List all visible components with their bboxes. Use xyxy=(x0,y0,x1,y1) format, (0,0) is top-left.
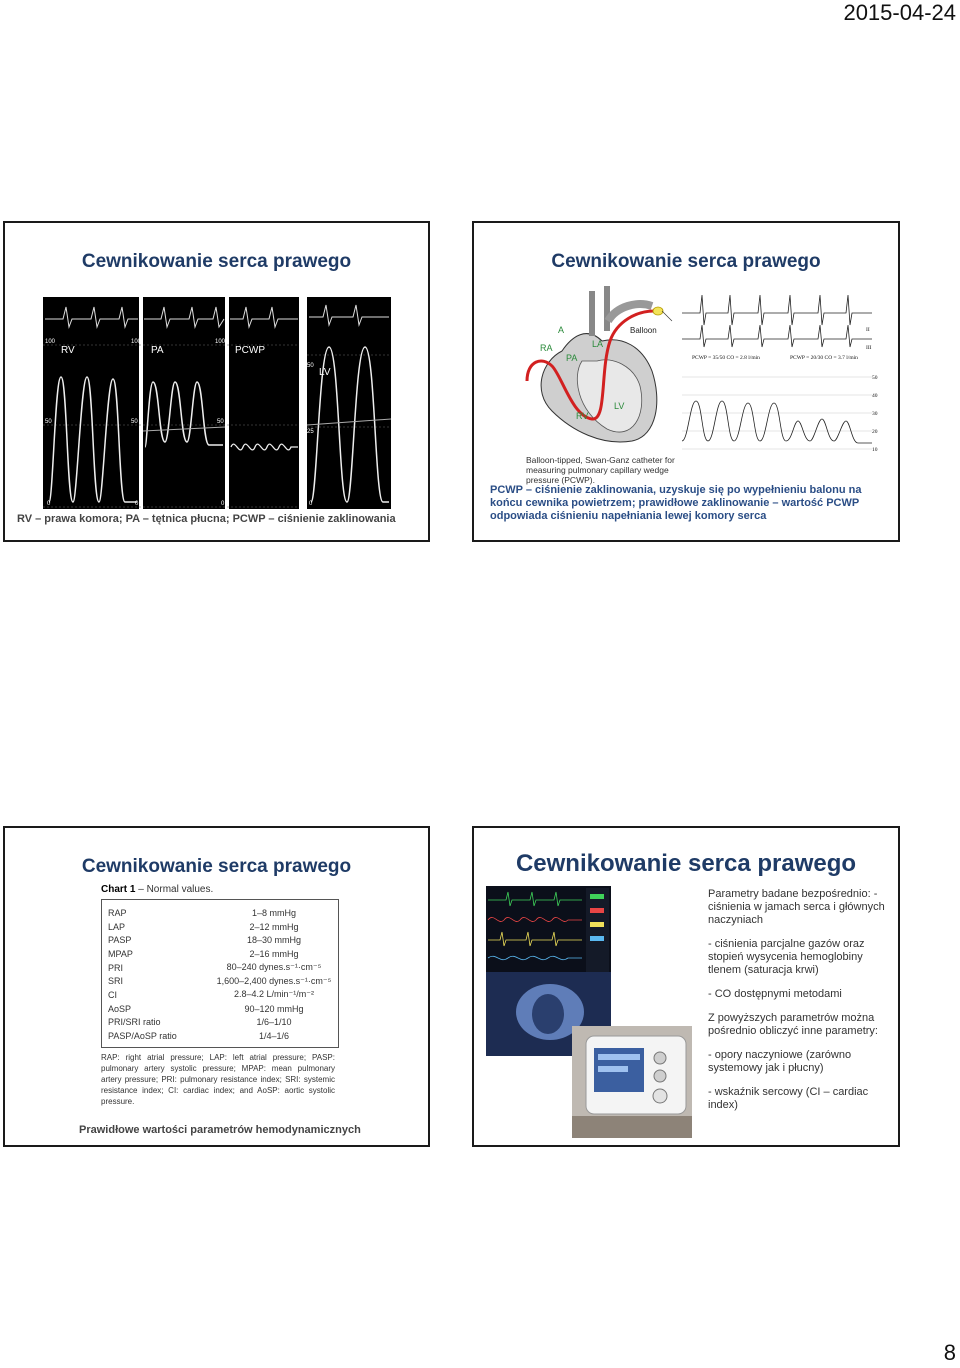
param-name: SRI xyxy=(108,976,124,987)
param-item: - wskaźnik sercowy (CI – cardiac index) xyxy=(708,1086,869,1111)
table-row xyxy=(108,947,332,961)
param-name: AoSP xyxy=(108,1003,132,1014)
param-value: 80–240 dynes.s⁻¹·cm⁻⁵ xyxy=(226,962,322,973)
slide-title: Cewnikowanie serca prawego xyxy=(515,850,857,877)
param-item: - ciśnienia parcjalne gazów oraz stopień wysycenia hemoglobiny tlenem (saturacja krwi) xyxy=(708,938,865,976)
table-row xyxy=(108,906,332,920)
label-ra: RA xyxy=(540,343,553,353)
label-balloon: Balloon xyxy=(630,326,657,335)
table-row xyxy=(108,1029,332,1043)
ecg-pressure-tracing xyxy=(682,291,880,459)
slide-3 xyxy=(3,826,430,1147)
param-value: 1–8 mmHg xyxy=(251,907,296,918)
table-row xyxy=(108,933,332,947)
label-la: LA xyxy=(592,339,604,349)
scale-pcwp-bottom: 0 xyxy=(221,501,225,507)
label-rv: RV xyxy=(576,411,589,421)
pressure-waveforms-image xyxy=(43,297,391,509)
param-value: 90–120 mmHg xyxy=(244,1003,304,1014)
param-name: CI xyxy=(108,989,117,1000)
image-caption: Balloon-tipped, Swan-Ganz catheter for measuring pulmonary capillary wedge pressure (PCWP). xyxy=(526,455,675,485)
scale-pcwp-mid: 50 xyxy=(217,419,224,425)
param-name: PRI/SRI ratio xyxy=(108,1017,161,1028)
panel-label-pa: PA xyxy=(151,345,164,356)
slide-caption: Prawidłowe wartości parametrów hemodynamicznych xyxy=(79,1124,361,1136)
panel-label-pcwp: PCWP xyxy=(235,345,265,356)
param-name: PASP xyxy=(108,935,132,946)
chart-label: Chart 1 xyxy=(101,884,136,895)
slide-4 xyxy=(472,826,900,1147)
chart-subtitle: – Normal values. xyxy=(138,884,214,895)
scale-pa-bottom: 0 xyxy=(135,501,139,507)
panel-label-lv: LV xyxy=(319,367,331,378)
parameters-list xyxy=(708,888,886,1123)
param-value: 1/4–1/6 xyxy=(258,1031,290,1042)
label-a: A xyxy=(558,325,565,335)
scale-lv-mid: 25 xyxy=(307,429,314,435)
ecg-scale-2: 40 xyxy=(872,393,878,399)
table-row xyxy=(108,988,332,1002)
slide-title: Cewnikowanie serca prawego xyxy=(81,251,352,272)
param-item: Z powyższych parametrów można pośrednio obliczyć inne parametry: xyxy=(708,1012,878,1037)
param-value: 1,600–2,400 dynes.s⁻¹·cm⁻⁵ xyxy=(216,975,332,986)
scale-pa-mid: 50 xyxy=(131,419,138,425)
table-row xyxy=(108,920,332,934)
param-item: Parametry badane bezpośrednio: - ciśnienia w jamach serca i głównych naczyniach xyxy=(708,888,885,926)
table-row xyxy=(108,974,332,988)
normal-values-chart xyxy=(101,884,351,1107)
panel-label-rv: RV xyxy=(61,345,75,356)
label-pa: PA xyxy=(566,353,578,363)
ecg-reading-right: PCWP = 20/30 CO = 3.7 l/min xyxy=(790,355,858,361)
heart-catheter-diagram xyxy=(522,281,682,451)
scale-pa-top: 100 xyxy=(131,339,142,345)
slide-1 xyxy=(3,221,430,542)
scale-rv-bottom: 0 xyxy=(47,501,51,507)
slide-title: Cewnikowanie serca prawego xyxy=(81,856,352,877)
pcwp-description: PCWP – ciśnienie zaklinowania, uzyskuje się po wypełnieniu balonu na końcu cewnika powietrzem; prawidłowe zaklinowanie – wartość PCWP odpowiada ciśnieniu napełniania lewej komory serca xyxy=(490,484,862,522)
param-value: 2–16 mmHg xyxy=(249,948,299,959)
table-footnote: RAP: right atrial pressure; LAP: left atrial pressure; PASP: pulmonary artery systolic pressure; MPAP: mean pulmonary artery pressure; PRI: pulmonary resistance index; SRI: systemic resistance index; CI: cardiac index; and AoSP: aortic systolic pressure. xyxy=(101,1052,335,1106)
param-value: 2.8–4.2 L/min⁻¹/m⁻² xyxy=(233,989,315,1000)
param-value: 18–30 mmHg xyxy=(246,935,302,946)
values-table xyxy=(101,899,339,1048)
scale-rv-top: 100 xyxy=(45,339,56,345)
ecg-scale-5: 10 xyxy=(872,447,878,453)
slide-caption: RV – prawa komora; PA – tętnica płucna; PCWP – ciśnienie zaklinowania xyxy=(17,513,396,525)
table-row xyxy=(108,1016,332,1030)
scale-pcwp-top: 100 xyxy=(215,339,226,345)
ecg-scale-4: 20 xyxy=(872,429,878,435)
ecg-lead-b: III xyxy=(866,345,872,351)
chart-heading xyxy=(101,884,351,895)
param-name: PASP/AoSP ratio xyxy=(108,1031,177,1042)
ecg-lead-a: II xyxy=(866,327,870,333)
param-name: LAP xyxy=(108,921,126,932)
label-lv: LV xyxy=(614,401,625,411)
param-name: RAP xyxy=(108,907,127,918)
scale-rv-mid: 50 xyxy=(45,419,52,425)
table-row xyxy=(108,1002,332,1016)
param-item: - opory naczyniowe (zarówno systemowy jak i płucny) xyxy=(708,1049,852,1074)
page-number: 8 xyxy=(943,1340,956,1365)
scale-lv-top: 50 xyxy=(307,363,314,369)
ecg-scale-1: 50 xyxy=(872,375,878,381)
scale-lv-bottom: 0 xyxy=(309,501,313,507)
param-value: 2–12 mmHg xyxy=(249,921,299,932)
ecg-reading-left: PCWP = 35/50 CO = 2.8 l/min xyxy=(692,355,760,361)
ecg-scale-3: 30 xyxy=(872,411,878,417)
table-row xyxy=(108,961,332,975)
page-date: 2015-04-24 xyxy=(843,0,956,25)
param-name: MPAP xyxy=(108,948,133,959)
slide-title: Cewnikowanie serca prawego xyxy=(551,251,821,272)
param-name: PRI xyxy=(108,962,124,973)
param-value: 1/6–1/10 xyxy=(256,1017,292,1028)
param-item: - CO dostępnymi metodami xyxy=(708,988,842,1000)
slide-2 xyxy=(472,221,900,542)
cardiac-output-monitor-photo xyxy=(572,1026,692,1138)
